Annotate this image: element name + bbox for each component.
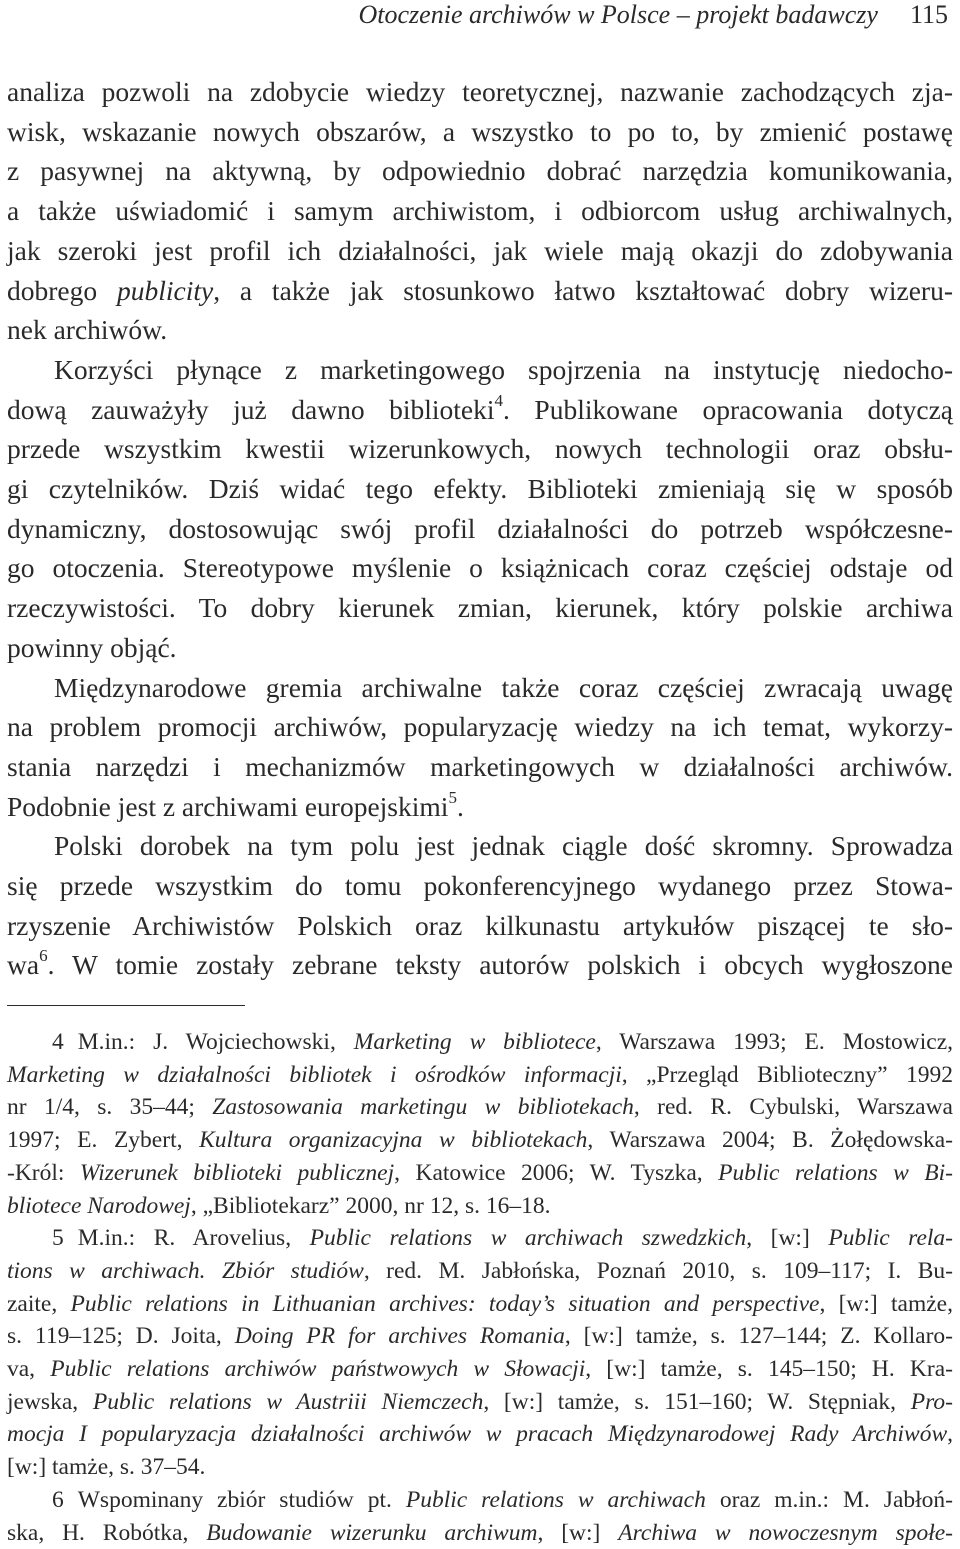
italic-title: Public relations in Lithuanian archives: today’s situation and perspective bbox=[70, 1290, 820, 1317]
text-line bbox=[7, 1418, 953, 1451]
text-run: 1997; E. Zybert, bbox=[7, 1127, 200, 1154]
text-run: , [w:] bbox=[537, 1519, 619, 1546]
footnote-number: 6 bbox=[52, 1486, 64, 1513]
text-run: , a także jak stosunkowo łatwo kształtować dobry wizeru- bbox=[213, 274, 953, 306]
italic-title: Wizerunek biblioteki publicznej bbox=[79, 1159, 395, 1186]
text-run: , Katowice 2006; W. Tyszka, bbox=[394, 1159, 719, 1186]
text-line: wisk, wskazanie nowych obszarów, a wszystko to po to, by zmienić postawę bbox=[7, 115, 953, 147]
text-line: się przede wszystkim do tomu pokonferencyjnego wydanego przez Stowa- bbox=[7, 870, 953, 902]
text-line bbox=[7, 1124, 953, 1157]
running-title: Otoczenie archiwów w Polsce – projekt badawczy bbox=[358, 0, 878, 29]
footnote-ref[interactable]: 4 bbox=[494, 390, 504, 410]
text-line: rzeczywistości. To dobry kierunek zmian, kierunek, który polskie archiwa bbox=[7, 592, 953, 624]
text-run: M.in.: J. Wojciechowski, bbox=[77, 1029, 354, 1055]
text-line: go otoczenia. Stereotypowe myślenie o książnicach coraz częściej odstaje od bbox=[7, 552, 953, 584]
text-line bbox=[7, 1190, 953, 1223]
italic-title: Doing PR for archives Romania bbox=[234, 1323, 565, 1350]
text-line: jak szeroki jest profil ich działalności, jak wiele mają okazji do zdobywania bbox=[7, 234, 953, 266]
text-run: , Warszawa 2004; B. Żołędowska- bbox=[587, 1127, 953, 1154]
text-run: , bbox=[947, 1421, 953, 1448]
text-line bbox=[7, 1059, 953, 1092]
text-line bbox=[7, 1026, 953, 1059]
footnote-number: 5 bbox=[52, 1225, 64, 1252]
text-line: Korzyści płynące z marketingowego spojrzenia na instytucję niedocho- bbox=[54, 353, 953, 385]
text-line: dynamiczny, dostosowując swój profil działalności do potrzeb współczesne- bbox=[7, 512, 953, 544]
text-run: Podobnie jest z archiwami europejskimi bbox=[7, 790, 449, 822]
italic-term: publicity bbox=[116, 274, 214, 306]
footnote-6 bbox=[7, 1484, 953, 1549]
main-text bbox=[7, 72, 953, 985]
italic-title: tions w archiwach. Zbiór studiów bbox=[7, 1257, 364, 1284]
text-line bbox=[7, 1353, 953, 1386]
text-line: z pasywnej na aktywną, by odpowiednio dobrać narzędzia komunikowania, bbox=[7, 155, 953, 187]
italic-title: Pro- bbox=[910, 1388, 953, 1415]
text-line: gi czytelników. Dziś widać tego efekty. Biblioteki zmieniają się w sposób bbox=[7, 473, 953, 505]
text-run: . bbox=[456, 790, 464, 822]
text-line: rzyszenie Archiwistów Polskich oraz kilkunastu artykułów piszącej te sło- bbox=[7, 909, 953, 941]
text-line: nek archiwów. bbox=[7, 314, 168, 346]
text-run: . W tomie zostały zebrane teksty autorów polskich i obcych wygłoszone bbox=[47, 949, 953, 981]
text-line: na problem promocji archiwów, popularyzację wiedzy na ich temat, wykorzy- bbox=[7, 711, 953, 743]
text-run: -Król: bbox=[7, 1159, 80, 1186]
paragraph-3 bbox=[7, 668, 953, 827]
italic-title: bliotece Narodowej bbox=[7, 1192, 191, 1219]
footnote-ref[interactable]: 6 bbox=[39, 946, 48, 966]
italic-title: Public relations w Bi- bbox=[718, 1159, 953, 1186]
text-run: , „Przegląd Biblioteczny” 1992 bbox=[621, 1061, 953, 1088]
text-run: dową zauważyły już dawno biblioteki bbox=[7, 393, 495, 425]
text-line: stania narzędzi i mechanizmów marketingowych w działalności archiwów. bbox=[7, 750, 953, 782]
text-run: va, bbox=[7, 1356, 51, 1383]
paragraph-4 bbox=[7, 826, 953, 985]
italic-title: Zastosowania marketingu w bibliotekach bbox=[212, 1094, 634, 1121]
text-line: [w:] tamże, s. 37–54. bbox=[7, 1454, 206, 1481]
text-run: , red. M. Jabłońska, Poznań 2010, s. 109–117; I. Bu- bbox=[363, 1257, 954, 1284]
text-run: , [w:] tamże, s. 151–160; W. Stępniak, bbox=[483, 1388, 911, 1415]
italic-title: Public relations archiwów państwowych w Słowacji bbox=[50, 1356, 586, 1383]
text-line bbox=[7, 1255, 953, 1288]
footnote-number: 4 bbox=[52, 1029, 64, 1055]
text-line: analiza pozwoli na zdobycie wiedzy teoretycznej, nazwanie zachodzących zja- bbox=[7, 76, 953, 107]
text-line: przede wszystkim kwestii wizerunkowych, nowych technologii oraz obsłu- bbox=[7, 433, 953, 465]
italic-title: Public relations w archiwach szwedzkich bbox=[309, 1225, 747, 1252]
text-line bbox=[7, 1091, 953, 1124]
italic-title: Public rela- bbox=[828, 1225, 953, 1252]
text-run: , [w:] tamże, s. 145–150; H. Kra- bbox=[585, 1356, 953, 1383]
italic-title: Archiwa w nowoczesnym społe- bbox=[618, 1519, 954, 1546]
text-line: Międzynarodowe gremia archiwalne także coraz częściej zwracają uwagę bbox=[54, 671, 953, 703]
page-number: 115 bbox=[909, 0, 948, 29]
text-run: oraz m.in.: M. Jabłoń- bbox=[705, 1486, 953, 1513]
text-line: a także uświadomić i samym archiwistom, i odbiorcom usług archiwalnych, bbox=[7, 195, 953, 227]
italic-title: Public relations w archiwach bbox=[405, 1486, 706, 1513]
italic-title: Kultura organizacyjna w bibliotekach bbox=[199, 1127, 588, 1154]
text-run: dobrego bbox=[7, 274, 117, 306]
text-run: s. 119–125; D. Joita, bbox=[7, 1323, 235, 1350]
text-line: Polski dorobek na tym polu jest jednak ciągle dość skromny. Sprowadza bbox=[54, 830, 953, 862]
text-run: , [w:] bbox=[746, 1225, 829, 1252]
italic-title: Marketing w działalności bibliotek i ośrodków informacji bbox=[7, 1061, 622, 1088]
paragraph-2 bbox=[7, 350, 953, 668]
text-line: powinny objąć. bbox=[7, 631, 177, 663]
text-line bbox=[7, 945, 953, 985]
footnote-4 bbox=[7, 1026, 953, 1222]
italic-title: mocja I popularyzacja działalności archiwów w pracach Międzynarodowej Rady Archiwów bbox=[7, 1421, 948, 1448]
text-run: , [w:] tamże, bbox=[819, 1290, 953, 1317]
text-run: M.in.: R. Arovelius, bbox=[77, 1225, 310, 1252]
text-run: Wspominany zbiór studiów pt. bbox=[77, 1486, 406, 1513]
text-run: . Publikowane opracowania dotyczą bbox=[503, 393, 953, 425]
text-line bbox=[7, 1157, 953, 1190]
footnote-ref[interactable]: 5 bbox=[448, 787, 457, 807]
footnote-5 bbox=[7, 1222, 953, 1484]
text-run: , „Bibliotekarz” 2000, nr 12, s. 16–18. bbox=[190, 1192, 551, 1219]
footnote-separator bbox=[7, 1005, 245, 1006]
text-run: nr 1/4, s. 35–44; bbox=[7, 1094, 213, 1121]
text-run: , [w:] tamże, s. 127–144; Z. Kollaro- bbox=[564, 1323, 953, 1350]
running-header bbox=[7, 0, 948, 32]
text-line bbox=[7, 271, 953, 311]
text-run: wa bbox=[7, 949, 40, 981]
text-run: zaite, bbox=[7, 1290, 71, 1317]
text-line bbox=[7, 787, 953, 827]
text-run: , red. R. Cybulski, Warszawa bbox=[633, 1094, 953, 1121]
paragraph-1 bbox=[7, 72, 953, 350]
text-line bbox=[7, 1288, 953, 1321]
text-line bbox=[7, 1320, 953, 1353]
italic-title: Public relations w Austriii Niemczech bbox=[92, 1388, 484, 1415]
italic-title: Budowanie wizerunku archiwum bbox=[206, 1519, 538, 1546]
text-line bbox=[7, 390, 953, 430]
text-line bbox=[7, 1386, 953, 1419]
text-run: jewska, bbox=[7, 1388, 93, 1415]
text-line bbox=[7, 1517, 953, 1549]
text-run: , Warszawa 1993; E. Mostowicz, bbox=[595, 1029, 953, 1055]
footnotes bbox=[7, 1026, 953, 1549]
text-run: ska, H. Robótka, bbox=[7, 1519, 207, 1546]
italic-title: Marketing w bibliotece bbox=[353, 1029, 596, 1055]
text-line bbox=[7, 1222, 953, 1255]
text-line bbox=[7, 1484, 953, 1517]
